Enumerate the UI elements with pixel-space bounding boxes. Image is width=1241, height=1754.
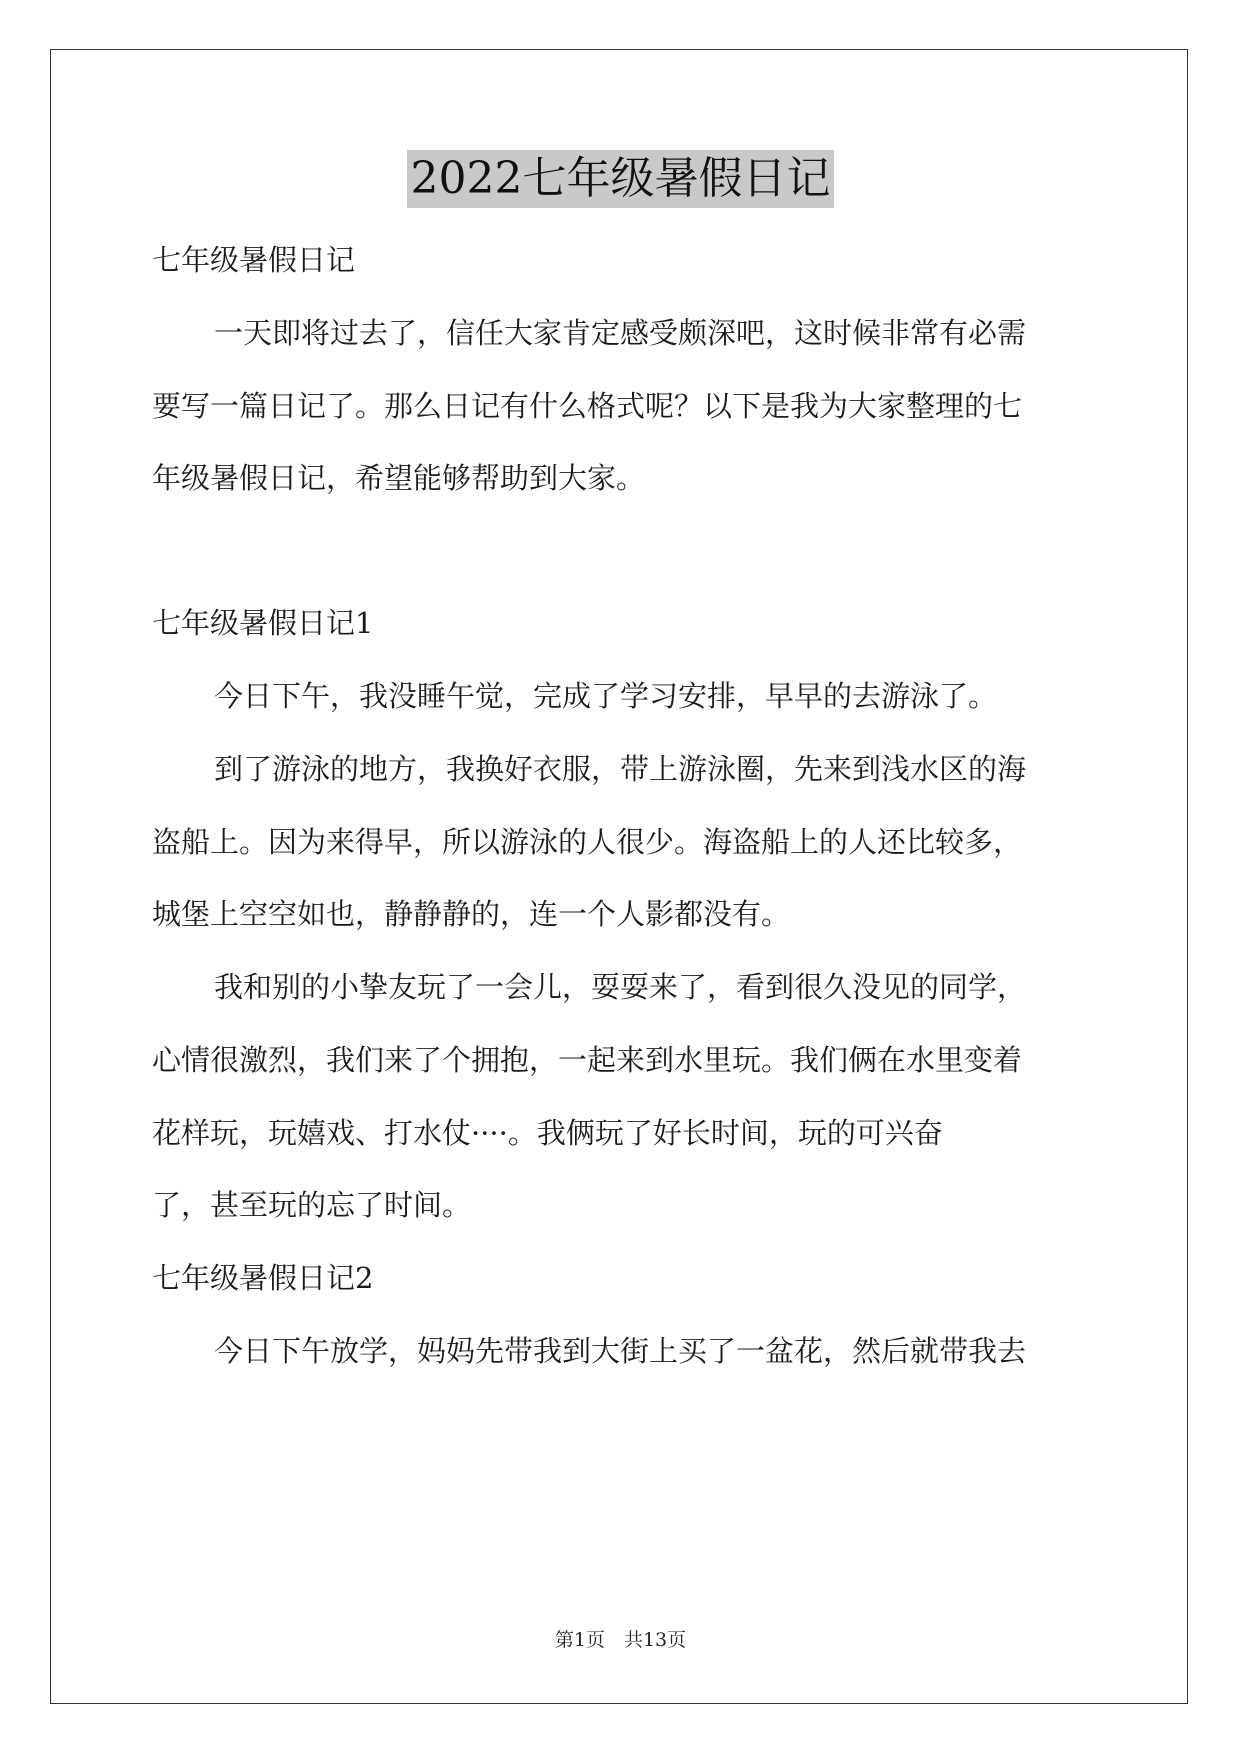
section-heading-1: 七年级暑假日记1 [152, 606, 374, 640]
section-heading-intro: 七年级暑假日记 [152, 243, 356, 277]
section-heading-2: 七年级暑假日记2 [152, 1261, 374, 1295]
paragraph-line: 我和别的小挚友玩了一会儿，耍耍来了，看到很久没见的同学， [214, 970, 1027, 1004]
document-title: 2022七年级暑假日记 [407, 150, 835, 208]
paragraph-line: 今日下午放学，妈妈先带我到大街上买了一盆花，然后就带我去 [214, 1334, 1027, 1368]
paragraph-line: 今日下午，我没睡午觉，完成了学习安排，早早的去游泳了。 [214, 679, 998, 713]
paragraph-line: 心情很激烈，我们来了个拥抱，一起来到水里玩。我们俩在水里变着 [152, 1043, 1023, 1077]
paragraph-line: 一天即将过去了，信任大家肯定感受颇深吧，这时候非常有必需 [214, 316, 1027, 350]
paragraph-line: 年级暑假日记，希望能够帮助到大家。 [152, 461, 646, 495]
paragraph-line: 到了游泳的地方，我换好衣服，带上游泳圈，先来到浅水区的海 [214, 752, 1027, 786]
title-wrap [0, 150, 1241, 208]
page-number-footer: 第1页 共13页 [554, 1629, 687, 1651]
paragraph-line: 城堡上空空如也，静静静的，连一个人影都没有。 [152, 897, 791, 931]
page-border [50, 49, 1188, 1704]
paragraph-line: 要写一篇日记了。那么日记有什么格式呢？以下是我为大家整理的七 [152, 389, 1023, 423]
paragraph-line: 了，甚至玩的忘了时间。 [152, 1188, 472, 1222]
paragraph-line: 盗船上。因为来得早，所以游泳的人很少。海盗船上的人还比较多， [152, 825, 1023, 859]
paragraph-line: 花样玩，玩嬉戏、打水仗····。我俩玩了好长时间，玩的可兴奋 [152, 1116, 943, 1150]
